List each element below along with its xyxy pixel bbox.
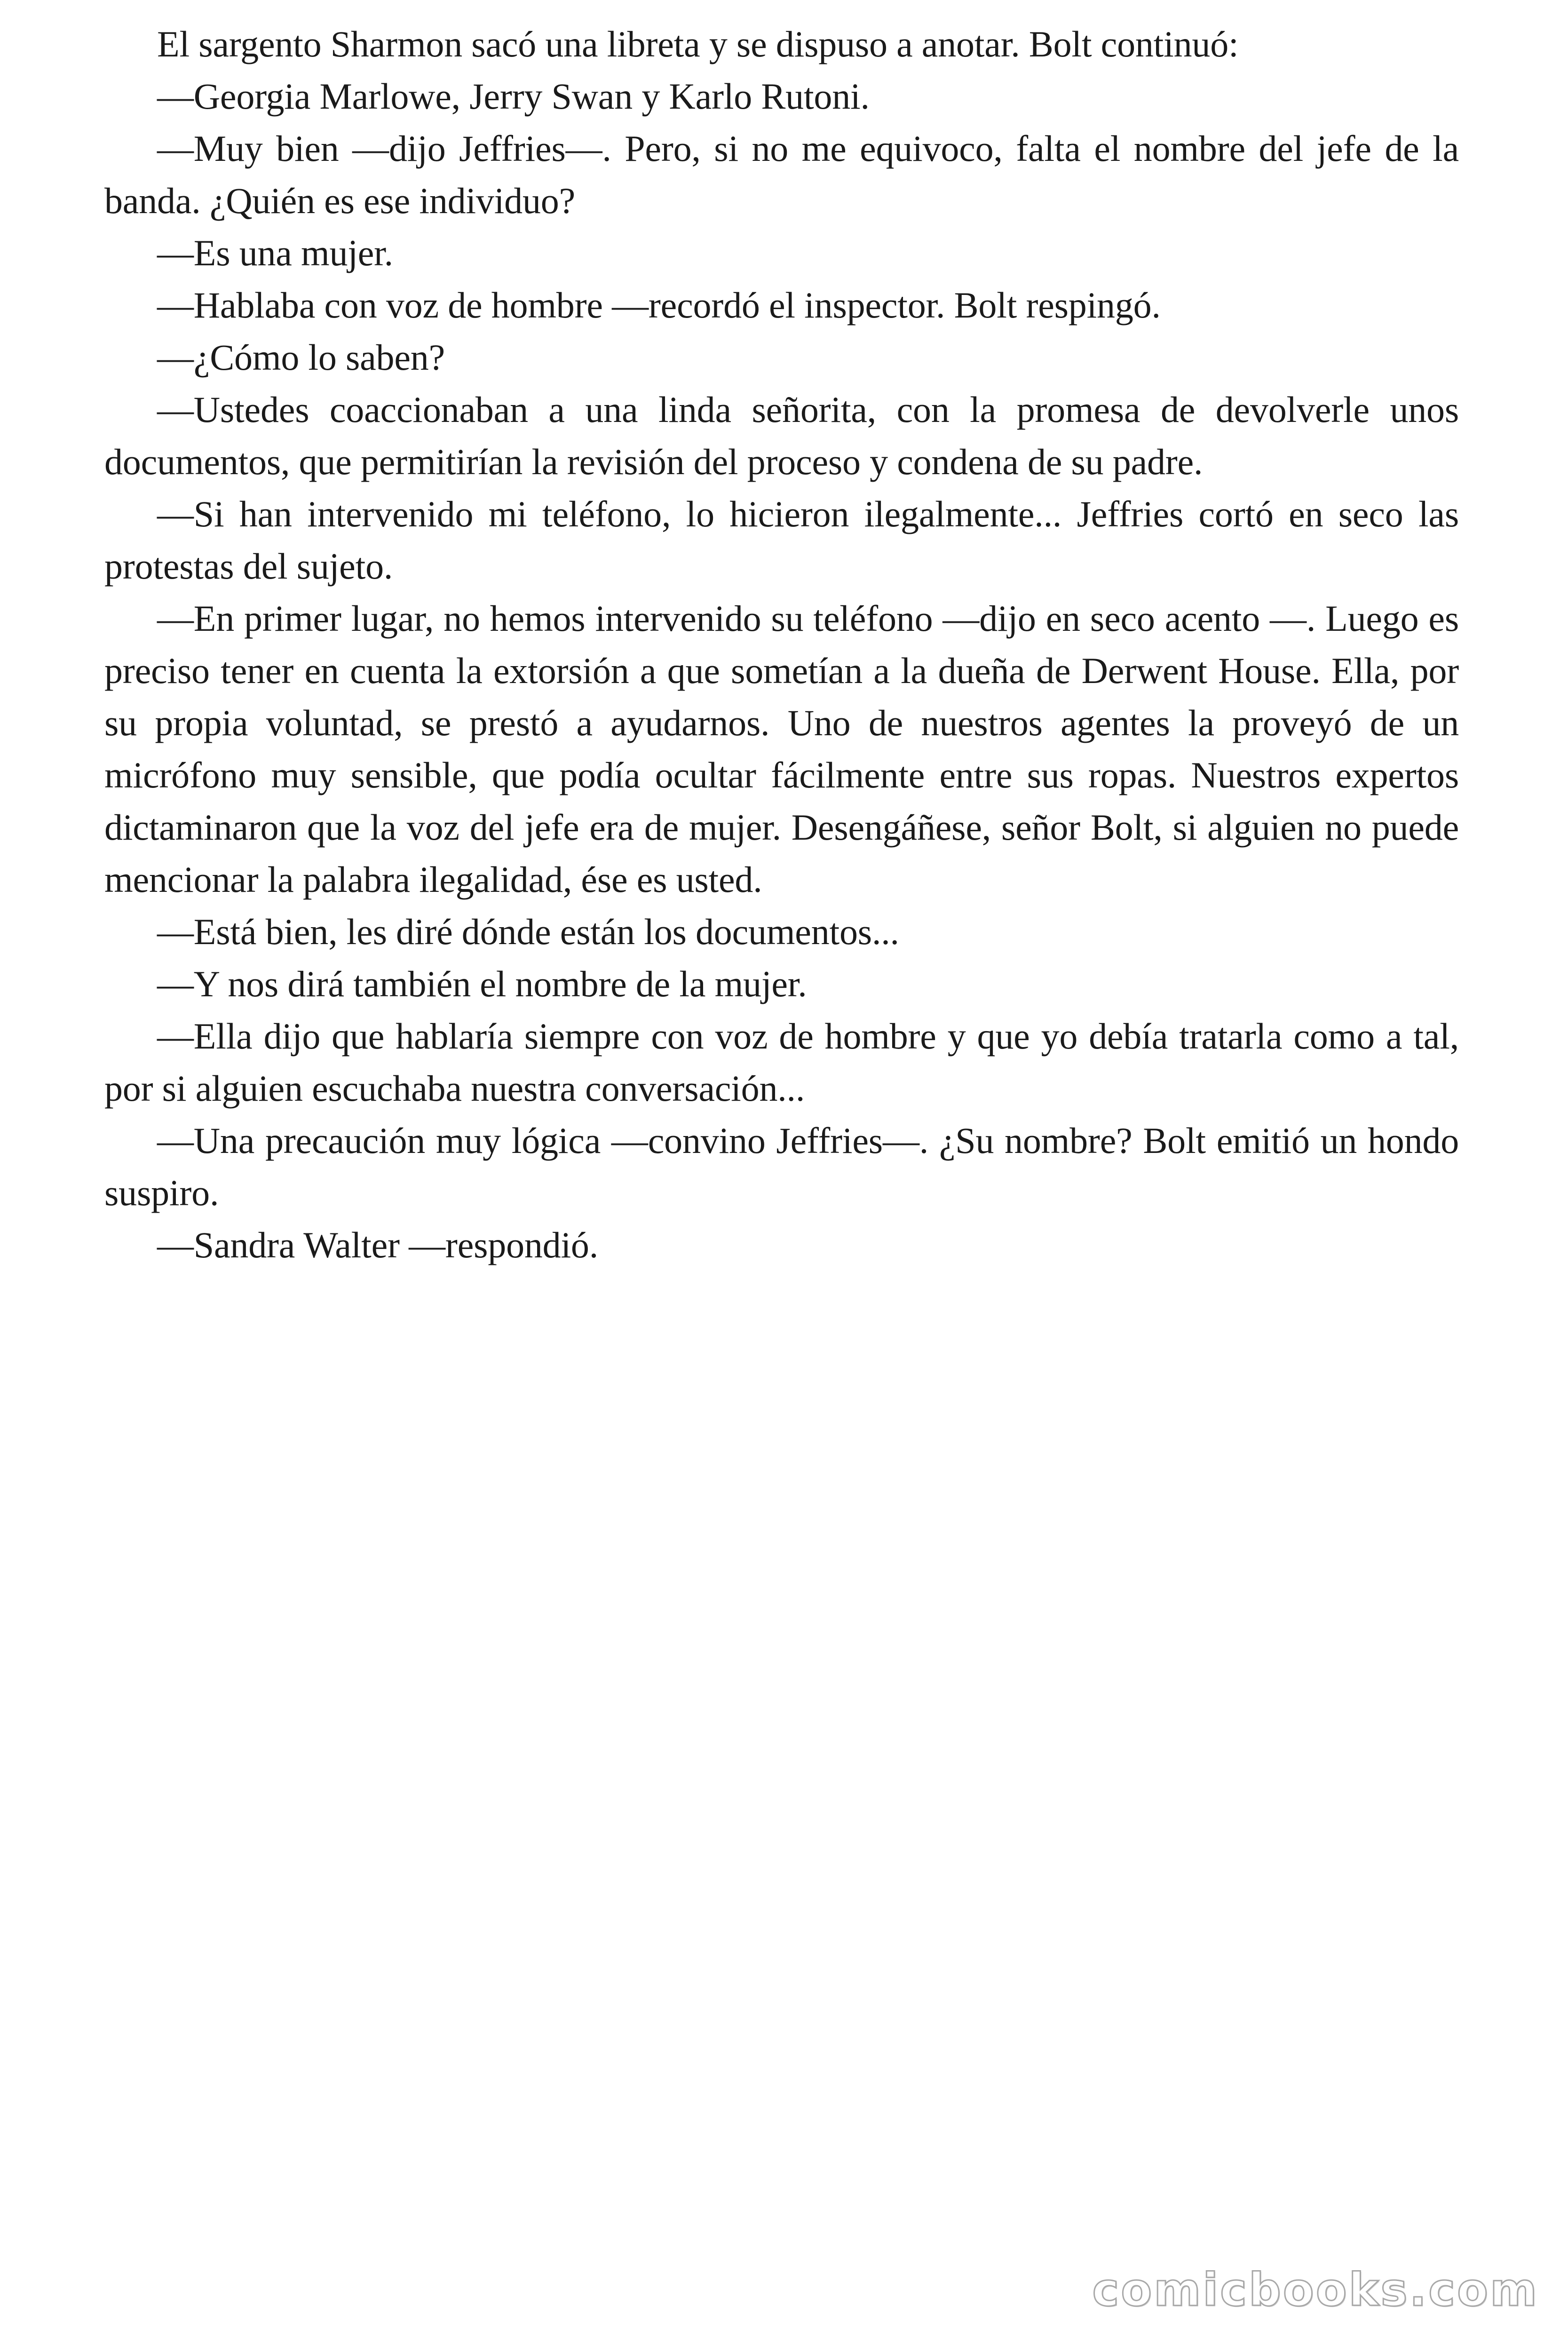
paragraph-12: —Ella dijo que hablaría siempre con voz de hombre y que yo debía tratarla como a tal, por si alguien escuchaba nuestra conversación... <box>104 1016 1459 1109</box>
watermark-logo: comicbooks.com <box>1092 2264 1539 2316</box>
paragraph-8: —Si han intervenido mi teléfono, lo hicieron ilegalmente... Jeffries cortó en seco las protestas del sujeto. <box>104 493 1459 587</box>
paragraph-1: El sargento Sharmon sacó una libreta y se dispuso a anotar. Bolt continuó: <box>157 24 1239 64</box>
paragraph-11: —Y nos dirá también el nombre de la mujer. <box>157 963 807 1004</box>
paragraph-4: —Es una mujer. <box>157 232 393 273</box>
paragraph-13: —Una precaución muy lógica —convino Jeffries—. ¿Su nombre? Bolt emitió un hondo suspiro. <box>104 1120 1459 1213</box>
page-body <box>104 18 1459 1271</box>
paragraph-10: —Está bien, les diré dónde están los documentos... <box>157 911 899 952</box>
paragraph-7: —Ustedes coaccionaban a una linda señorita, con la promesa de devolverle unos documentos, que permitirían la revisión del proceso y condena de su padre. <box>104 389 1459 482</box>
paragraph-9: —En primer lugar, no hemos intervenido su teléfono —dijo en seco acento —. Luego es preciso tener en cuenta la extorsión a que sometían a la dueña de Derwent House. Ella, por su propia voluntad, se prestó a ayudarnos. Uno de nuestros agentes la proveyó de un micrófono muy sensible, que podía ocultar fácilmente entre sus ropas. Nuestros expertos dictaminaron que la voz del jefe era de mujer. Desengáñese, señor Bolt, si alguien no puede mencionar la palabra ilegalidad, ése es usted. <box>104 598 1459 900</box>
paragraph-2: —Georgia Marlowe, Jerry Swan y Karlo Rutoni. <box>157 76 870 117</box>
paragraph-14: —Sandra Walter —respondió. <box>157 1224 599 1265</box>
paragraph-6: —¿Cómo lo saben? <box>157 337 445 378</box>
paragraph-5: —Hablaba con voz de hombre —recordó el inspector. Bolt respingó. <box>157 285 1161 326</box>
paragraph-3: —Muy bien —dijo Jeffries—. Pero, si no me equivoco, falta el nombre del jefe de la banda. ¿Quién es ese individuo? <box>104 128 1459 221</box>
